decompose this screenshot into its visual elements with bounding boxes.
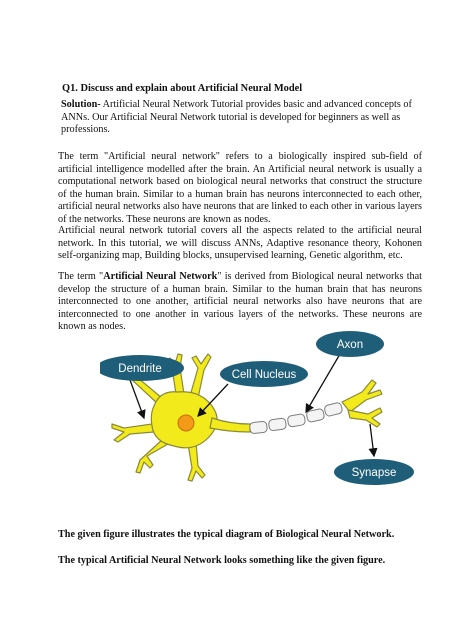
neuron-nucleus bbox=[178, 415, 194, 431]
label-axon bbox=[316, 331, 384, 357]
label-cell-nucleus bbox=[220, 361, 308, 387]
axon-terminals bbox=[342, 380, 382, 427]
question-title: Q1. Discuss and explain about Artificial Neural Model bbox=[62, 83, 303, 94]
solution-text: Artificial Neural Network Tutorial provides basic and advanced concepts of ANNs. Our Artificial Neural Network tutorial is developed for beginners as well as professions. bbox=[61, 99, 412, 136]
p3-pre: The term " bbox=[58, 271, 104, 282]
svg-text:Synapse: Synapse bbox=[351, 467, 397, 479]
neuron-diagram bbox=[100, 328, 420, 490]
solution-paragraph bbox=[61, 99, 421, 137]
solution-label: Solution- bbox=[61, 99, 101, 110]
label-dendrite bbox=[100, 355, 184, 381]
p3-bold-term: Artificial Neural Network bbox=[103, 271, 218, 282]
p3-post: " is derived from Biological neural networks that develop the structure of a human brain. Similar to the human brain that has neurons interconnected to one another, artificial neural networks also have neurons that are interconnected to one another in various layers of the networks. These neurons are known as nodes. bbox=[58, 271, 422, 333]
figure-caption-artificial: The typical Artificial Neural Network looks something like the given figure. bbox=[58, 555, 386, 566]
paragraph-tutorial-coverage: Artificial neural network tutorial covers all the aspects related to the artificial neural network. In this tutorial, we will discuss ANNs, Adaptive resonance theory, Kohonen self-organizing map, Building blocks, unsupervised learning, Genetic algorithm, etc. bbox=[58, 225, 422, 262]
figure-caption-biological: The given figure illustrates the typical diagram of Biological Neural Network. bbox=[58, 529, 395, 540]
axon-trunk bbox=[210, 418, 250, 432]
svg-text:Cell Nucleus: Cell Nucleus bbox=[231, 369, 297, 381]
myelin-sheath bbox=[249, 402, 343, 434]
svg-text:Dendrite: Dendrite bbox=[118, 363, 162, 375]
paragraph-term-origin bbox=[58, 271, 422, 334]
arrow-synapse bbox=[370, 424, 374, 456]
label-synapse bbox=[334, 459, 414, 485]
paragraph-definition: The term "Artificial neural network" refers to a biologically inspired sub-field of artificial intelligence modelled after the brain. An Artificial neural network is usually a computational network based on biological neural networks that construct the structure of the human brain. Similar to a human brain has neurons interconnected to each other, artificial neural networks also have neurons that are linked to each other in various layers of the networks. These neurons are known as nodes. bbox=[58, 151, 422, 225]
svg-text:Axon: Axon bbox=[336, 339, 364, 351]
